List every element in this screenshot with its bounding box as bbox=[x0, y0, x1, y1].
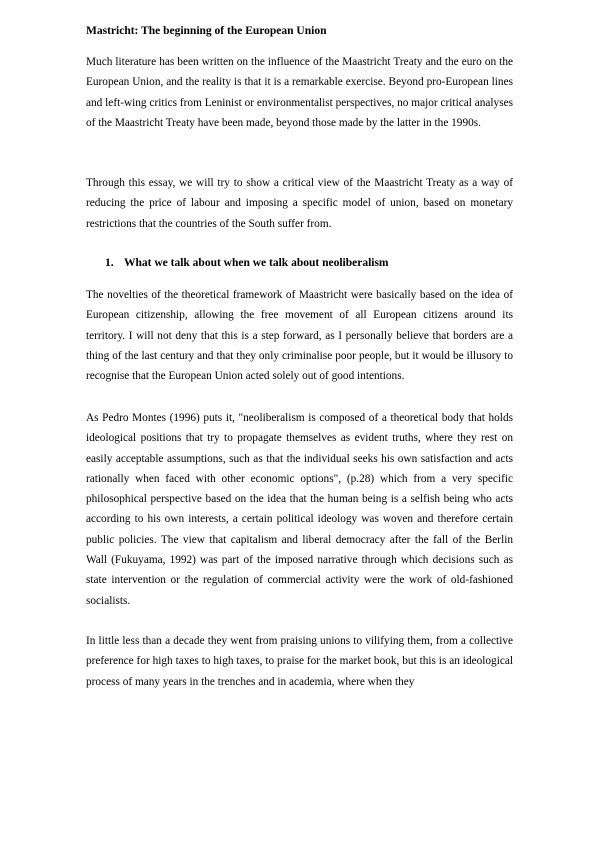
intro-paragraph-1: Much literature has been written on the influence of the Maastricht Treaty and the euro on the European Union, and the reality is that it is a remarkable exercise. Beyond pro-European lines and left-wing critics from Leninist or environmentalist perspectives, no major critical analyses of the Maastricht Treaty have been made, beyond those made by the latter in the 1990s. bbox=[86, 56, 513, 129]
section-paragraph-1: The novelties of the theoretical framework of Maastricht were basically based on the idea of European citizenship, allowing the free movement of all European citizens around its territory. I will not deny that this is a step forward, as I personally believe that borders are a thing of the last century and that they only criminalise poor people, but it would be illusory to recognise that the European Union acted solely out of good intentions. bbox=[86, 289, 513, 383]
document-title: Mastricht: The beginning of the European Union bbox=[86, 25, 327, 37]
section-heading bbox=[105, 256, 389, 270]
section-paragraph-3: In little less than a decade they went from praising unions to vilifying them, from a collective preference for high taxes to high taxes, to praise for the market book, but this is an ideological process of many years in the trenches and in academia, where when they bbox=[86, 635, 513, 688]
intro-paragraph-2: Through this essay, we will try to show a critical view of the Maastricht Treaty as a way of reducing the price of labour and imposing a specific model of union, based on monetary restrictions that the countries of the South suffer from. bbox=[86, 177, 513, 230]
section-heading-text: What we talk about when we talk about neoliberalism bbox=[124, 257, 389, 269]
section-number: 1. bbox=[105, 257, 114, 269]
section-paragraph-2: As Pedro Montes (1996) puts it, "neoliberalism is composed of a theoretical body that holds ideological positions that try to propagate themselves as evident truths, where they rest on easily acceptable assumptions, such as that the individual seeks his own satisfaction and acts rationally when faced with other economic options", (p.28) which from a very specific philosophical perspective based on the idea that the human being is a selfish being who acts according to his own interests, a certain political ideology was woven and therefore certain public policies. The view that capitalism and liberal democracy after the fall of the Berlin Wall (Fukuyama, 1992) was part of the imposed narrative through which decisions such as state intervention or the regulation of commercial activity were the work of old-fashioned socialists. bbox=[86, 412, 513, 607]
